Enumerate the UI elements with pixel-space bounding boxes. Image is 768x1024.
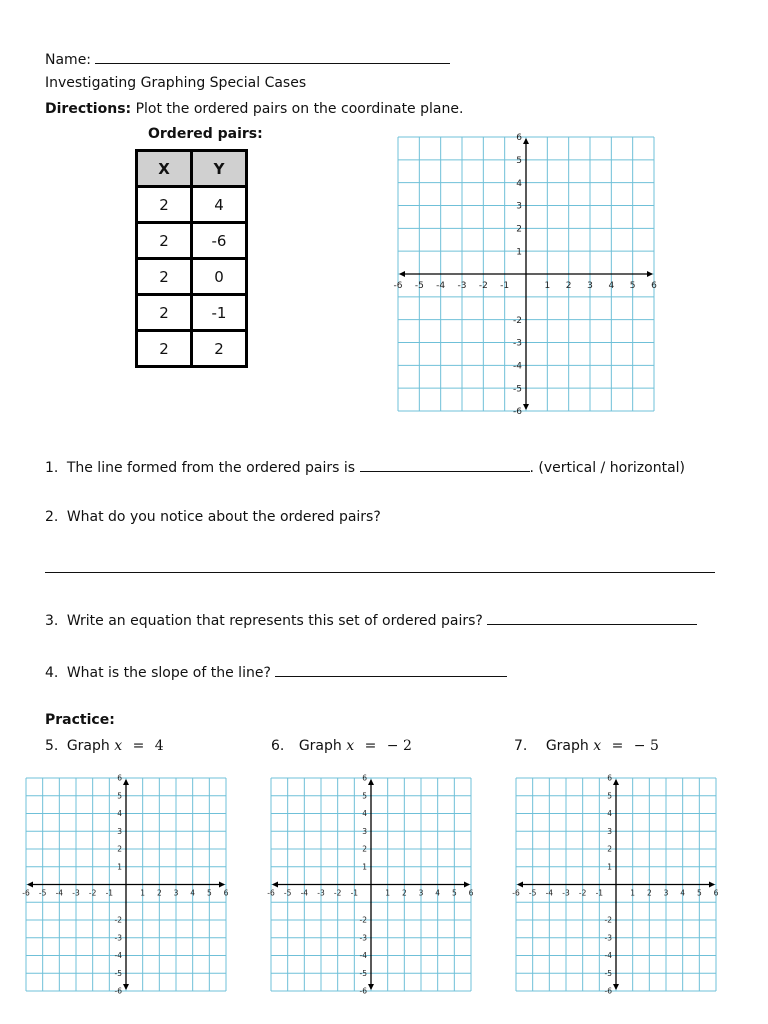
y-tick-label: -6 <box>604 986 612 996</box>
x-tick-label: 5 <box>629 281 636 292</box>
directions-label: Directions: <box>45 101 132 117</box>
p6-text: Graph <box>298 738 342 754</box>
x-tick-label: -3 <box>72 888 80 898</box>
x-tick-label: -4 <box>545 888 554 898</box>
practice-colon: : <box>109 712 115 728</box>
x-tick-label: 6 <box>223 888 229 898</box>
x-axis-left-arrow <box>399 271 405 277</box>
x-tick-label: 1 <box>630 888 636 898</box>
p7-value: − 5 <box>633 738 659 754</box>
y-tick-label: 3 <box>117 826 122 836</box>
p5-text: Graph <box>66 738 110 754</box>
x-tick-label: -6 <box>22 888 30 898</box>
x-tick-label: 4 <box>435 888 441 898</box>
x-tick-label: 4 <box>190 888 196 898</box>
p7-text: Graph <box>545 738 589 754</box>
x-tick-label: -5 <box>528 888 537 898</box>
x-axis-right-arrow <box>709 882 715 888</box>
cell-x: 2 <box>137 331 192 367</box>
x-axis-right-arrow <box>647 271 653 277</box>
x-tick-label: -6 <box>512 888 520 898</box>
name-blank[interactable] <box>95 49 450 64</box>
table-row <box>137 259 247 295</box>
x-tick-label: -2 <box>88 888 97 898</box>
x-tick-label: -6 <box>393 281 403 292</box>
p5-equals: = <box>132 738 145 754</box>
q1-number: 1. <box>45 460 59 476</box>
q1-text: The line formed from the ordered pairs is <box>66 460 356 476</box>
x-tick-label: -1 <box>350 888 359 898</box>
cell-x: 2 <box>137 295 192 331</box>
q4-answer-blank[interactable] <box>275 662 507 677</box>
x-tick-label: -5 <box>414 281 424 292</box>
x-tick-label: 3 <box>663 888 669 898</box>
y-tick-label: -3 <box>359 933 367 943</box>
x-tick-label: 3 <box>418 888 424 898</box>
y-tick-label: 2 <box>607 844 612 854</box>
x-tick-label: -4 <box>300 888 309 898</box>
q1-answer-blank[interactable] <box>360 457 530 472</box>
y-tick-label: -4 <box>604 951 612 961</box>
y-axis-top-arrow <box>123 779 129 785</box>
header-y: Y <box>192 151 247 187</box>
p6-value: − 2 <box>386 738 412 754</box>
worksheet-subtitle: Investigating Graphing Special Cases <box>45 75 307 91</box>
practice-plane-7[interactable] <box>512 773 719 996</box>
q3-text: Write an equation that represents this set of ordered pairs? <box>66 613 483 629</box>
question-2 <box>45 509 381 525</box>
y-tick-label: -5 <box>513 384 522 395</box>
y-tick-label: 5 <box>607 791 612 801</box>
y-tick-label: 5 <box>362 791 367 801</box>
y-tick-label: 2 <box>516 224 522 235</box>
cell-x: 2 <box>137 259 192 295</box>
practice-plane-6[interactable] <box>267 773 474 996</box>
y-axis-bottom-arrow <box>368 984 374 990</box>
question-3 <box>45 610 697 629</box>
y-tick-label: -5 <box>359 968 367 978</box>
q2-number: 2. <box>45 509 59 525</box>
x-tick-label: -1 <box>595 888 604 898</box>
directions-text: Plot the ordered pairs on the coordinate plane. <box>131 101 464 117</box>
x-tick-label: 1 <box>544 281 551 292</box>
y-tick-label: -5 <box>114 968 122 978</box>
cell-y: 0 <box>192 259 247 295</box>
x-tick-label: 2 <box>156 888 162 898</box>
x-tick-label: 2 <box>646 888 652 898</box>
y-tick-label: 1 <box>117 862 122 872</box>
y-tick-label: 4 <box>607 809 612 819</box>
x-tick-label: -3 <box>562 888 570 898</box>
p6-equals: = <box>364 738 377 754</box>
y-tick-label: 5 <box>516 155 522 166</box>
y-axis-bottom-arrow <box>523 404 529 410</box>
y-axis-top-arrow <box>523 138 529 144</box>
y-tick-label: -3 <box>114 933 122 943</box>
x-tick-label: 3 <box>173 888 179 898</box>
p5-variable: x <box>114 738 123 754</box>
y-tick-label: 1 <box>607 862 612 872</box>
y-tick-label: -2 <box>604 915 612 925</box>
x-tick-label: -6 <box>267 888 275 898</box>
y-tick-label: 6 <box>362 773 367 783</box>
x-axis-right-arrow <box>464 882 470 888</box>
x-axis-left-arrow <box>272 882 278 888</box>
y-axis-top-arrow <box>613 779 619 785</box>
x-tick-label: 2 <box>401 888 407 898</box>
y-tick-label: 3 <box>362 826 367 836</box>
x-tick-label: 5 <box>451 888 457 898</box>
y-tick-label: -6 <box>359 986 367 996</box>
table-row <box>137 223 247 259</box>
question-4 <box>45 662 507 681</box>
y-tick-label: -2 <box>513 315 522 326</box>
x-tick-label: 6 <box>713 888 719 898</box>
x-tick-label: 6 <box>651 281 657 292</box>
cell-y: 4 <box>192 187 247 223</box>
y-tick-label: 6 <box>117 773 122 783</box>
x-tick-label: 1 <box>140 888 146 898</box>
x-tick-label: 2 <box>565 281 572 292</box>
q2-answer-line[interactable] <box>45 572 715 573</box>
practice-plane-5[interactable] <box>22 773 229 996</box>
y-tick-label: 6 <box>607 773 612 783</box>
x-tick-label: -4 <box>436 281 446 292</box>
x-tick-label: -5 <box>38 888 47 898</box>
x-tick-label: -5 <box>283 888 292 898</box>
x-tick-label: -3 <box>457 281 467 292</box>
table-row <box>137 331 247 367</box>
cell-x: 2 <box>137 223 192 259</box>
y-tick-label: -2 <box>359 915 367 925</box>
y-tick-label: -4 <box>359 951 367 961</box>
y-tick-label: -3 <box>513 338 522 349</box>
practice-heading <box>45 712 115 728</box>
q3-number: 3. <box>45 613 59 629</box>
x-tick-label: -4 <box>55 888 64 898</box>
table-row <box>137 187 247 223</box>
x-tick-label: 5 <box>206 888 212 898</box>
y-tick-label: 2 <box>362 844 367 854</box>
y-tick-label: -4 <box>513 361 522 372</box>
name-row <box>45 49 450 68</box>
directions <box>45 101 463 117</box>
x-tick-label: 4 <box>608 281 615 292</box>
y-tick-label: -6 <box>114 986 122 996</box>
y-tick-label: -3 <box>604 933 612 943</box>
x-axis-left-arrow <box>517 882 523 888</box>
q2-text: What do you notice about the ordered pairs? <box>66 509 381 525</box>
y-tick-label: 4 <box>117 809 122 819</box>
y-tick-label: 1 <box>362 862 367 872</box>
y-tick-label: -4 <box>114 951 122 961</box>
header-x: X <box>137 151 192 187</box>
y-axis-bottom-arrow <box>123 984 129 990</box>
practice-label: Practice <box>45 712 110 728</box>
p7-number: 7. <box>514 738 528 754</box>
q3-answer-blank[interactable] <box>487 610 697 625</box>
p7-equals: = <box>611 738 624 754</box>
p5-value: 4 <box>154 738 164 754</box>
cell-y: 2 <box>192 331 247 367</box>
q4-number: 4. <box>45 665 59 681</box>
ordered-pairs-table <box>135 149 248 368</box>
y-tick-label: 4 <box>362 809 367 819</box>
cell-y: -1 <box>192 295 247 331</box>
q4-text: What is the slope of the line? <box>66 665 271 681</box>
y-axis-bottom-arrow <box>613 984 619 990</box>
p6-number: 6. <box>271 738 285 754</box>
cell-y: -6 <box>192 223 247 259</box>
y-tick-label: 5 <box>117 791 122 801</box>
ordered-pairs-title: Ordered pairs: <box>148 126 263 142</box>
cell-x: 2 <box>137 187 192 223</box>
y-tick-label: -5 <box>604 968 612 978</box>
y-tick-label: 3 <box>516 201 522 212</box>
y-tick-label: 1 <box>516 247 522 258</box>
y-tick-label: -2 <box>114 915 122 925</box>
y-tick-label: 4 <box>516 178 522 189</box>
practice-item-6 <box>271 738 412 754</box>
x-tick-label: 6 <box>468 888 474 898</box>
y-tick-label: 6 <box>516 133 522 144</box>
x-axis-left-arrow <box>27 882 33 888</box>
y-tick-label: -6 <box>513 407 522 418</box>
x-axis-right-arrow <box>219 882 225 888</box>
name-label: Name: <box>45 52 92 68</box>
y-tick-label: 2 <box>117 844 122 854</box>
x-tick-label: 4 <box>680 888 686 898</box>
practice-item-5 <box>45 738 164 754</box>
table-row <box>137 295 247 331</box>
x-tick-label: -2 <box>333 888 342 898</box>
x-tick-label: 5 <box>696 888 702 898</box>
x-tick-label: 3 <box>587 281 593 292</box>
p6-variable: x <box>346 738 355 754</box>
table-header-row <box>137 151 247 187</box>
q1-options: . (vertical / horizontal) <box>529 460 686 476</box>
x-tick-label: -3 <box>317 888 325 898</box>
x-tick-label: -1 <box>500 281 510 292</box>
main-coordinate-plane[interactable] <box>393 133 657 418</box>
x-tick-label: -1 <box>105 888 114 898</box>
question-1 <box>45 457 685 476</box>
p5-number: 5. <box>45 738 59 754</box>
p7-variable: x <box>593 738 602 754</box>
practice-item-7 <box>514 738 659 754</box>
y-tick-label: 3 <box>607 826 612 836</box>
y-axis-top-arrow <box>368 779 374 785</box>
x-tick-label: 1 <box>385 888 391 898</box>
x-tick-label: -2 <box>578 888 587 898</box>
x-tick-label: -2 <box>478 281 488 292</box>
